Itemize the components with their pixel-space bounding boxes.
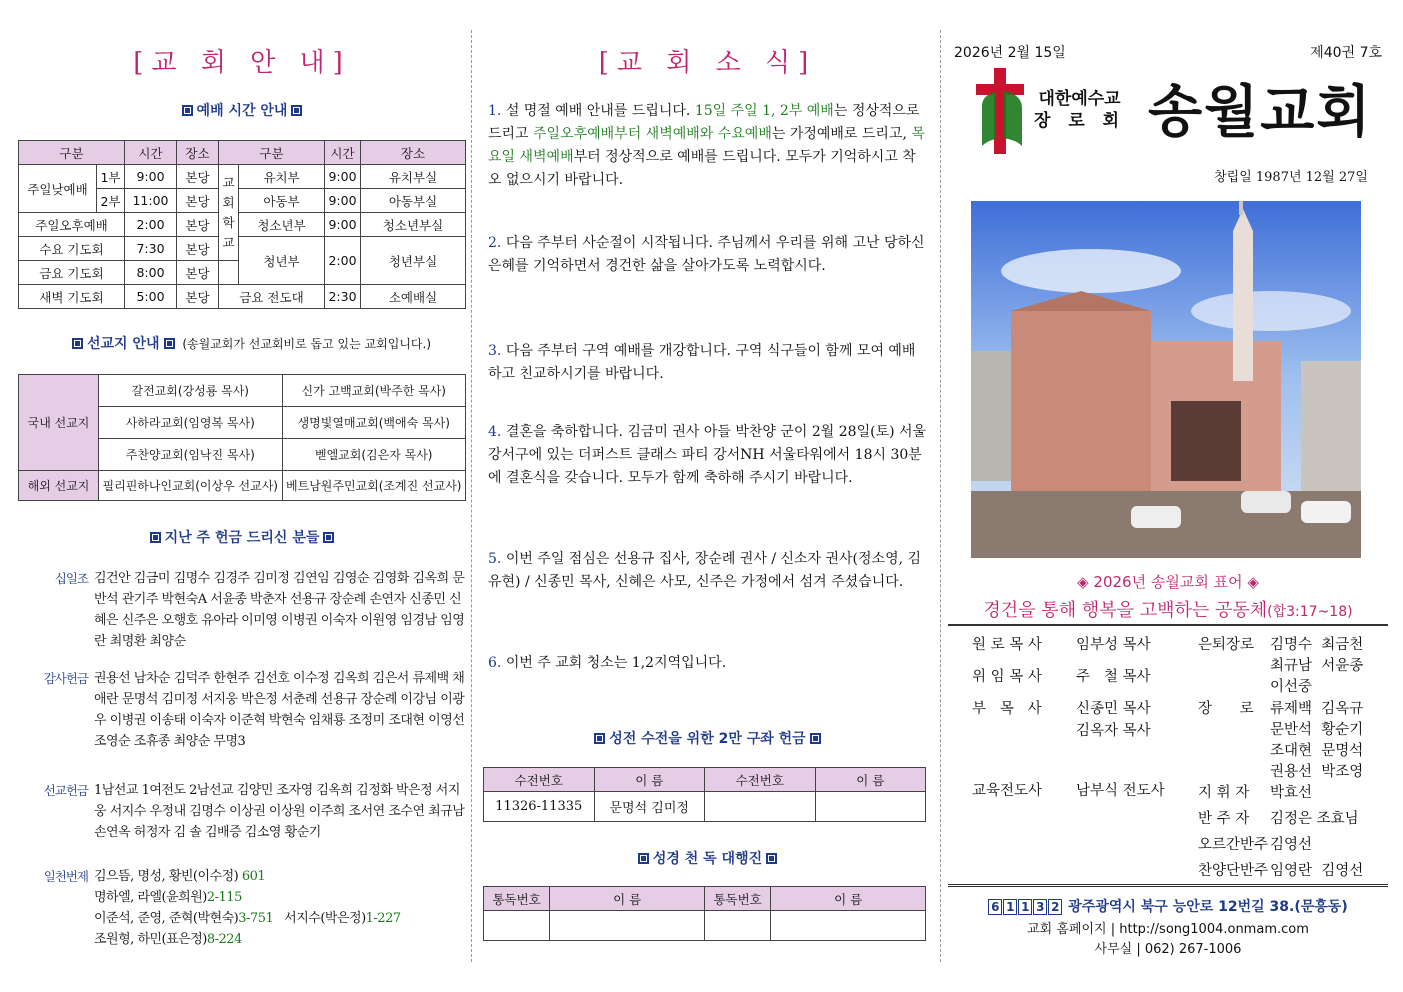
staff-entry: 이선중 — [1270, 679, 1313, 695]
news-highlight: 15일 주일 1, 2부 예배 — [694, 103, 834, 119]
offering-tithe — [18, 568, 466, 652]
table-cell: 주일오후예배 — [19, 213, 125, 237]
table-header: 장소 — [177, 141, 219, 165]
masthead-column — [948, 0, 1388, 992]
table-cell: 해외 선교지 — [19, 471, 99, 501]
table-cell: 본당 — [177, 285, 219, 309]
staff-entry: 찬양단반주 임영란 김영선 — [1198, 863, 1364, 879]
church-news-column — [480, 0, 935, 992]
news-number: 5. — [488, 551, 502, 567]
square-bullet-icon — [72, 338, 83, 349]
worship-times-table — [18, 140, 466, 309]
table-header: 통독번호 — [484, 887, 550, 911]
table-cell: 본당 — [177, 261, 219, 285]
table-header: 수전번호 — [705, 768, 816, 792]
bible-reading-table — [483, 886, 926, 941]
offering-thanks — [18, 668, 466, 752]
table-cell: 베트남원주민교회(조계진 선교사) — [282, 471, 466, 501]
table-header: 시간 — [325, 141, 361, 165]
news-text: 는 정상적으로 드리고 — [488, 103, 920, 142]
table-header: 장소 — [361, 141, 466, 165]
table-header: 구분 — [219, 141, 325, 165]
table-cell: 2:30 — [325, 285, 361, 309]
table-header: 이 름 — [594, 768, 705, 792]
news-text: 설 명절 예배 안내를 드립니다. — [505, 103, 695, 119]
address-line — [948, 896, 1388, 916]
square-bullet-icon — [594, 733, 605, 744]
square-bullet-icon — [810, 733, 821, 744]
table-cell: 신가 고백교회(박주한 목사) — [282, 375, 466, 407]
postal-digit: 2 — [1048, 899, 1062, 915]
offering-names: 김으뜸, 명성, 황빈(이수정) 601 명하엘, 라엘(윤희원)2-115 이준석, 준영, 준혁(박현숙)3-751 서지수(박은정)1-227 조원형, 하민(표은정)8-224 — [94, 869, 401, 947]
square-bullet-icon — [766, 853, 777, 864]
table-cell: 국내 선교지 — [19, 375, 99, 471]
church-cross-logo-icon — [972, 66, 1030, 156]
staff-entry: 위 임 목 사 주 철 목사 — [972, 669, 1151, 685]
table-cell: 아동부 — [239, 189, 325, 213]
news-number: 2. — [488, 235, 502, 251]
postal-digit: 3 — [1033, 899, 1047, 915]
staff-entry: 지 휘 자 박효선 — [1198, 785, 1313, 801]
table-cell: 금요 전도대 — [219, 285, 325, 309]
divider — [948, 624, 1388, 626]
table-header: 시간 — [125, 141, 177, 165]
church-building-photo — [971, 201, 1361, 558]
news-item — [488, 100, 928, 192]
news-text: 는 가정예배로 드리고, — [771, 126, 912, 142]
table-cell: 벧엘교회(김은자 목사) — [282, 439, 466, 471]
table-cell: 2부 — [97, 189, 125, 213]
table-header: 이 름 — [815, 768, 926, 792]
column-divider — [471, 30, 472, 962]
news-highlight: 주일오후예배부터 새벽예배와 수요예배 — [533, 126, 772, 142]
table-cell: 수요 기도회 — [19, 237, 125, 261]
offering-thousand — [18, 866, 466, 956]
address: 광주광역시 북구 능안로 12번길 38.(문흥동) — [1068, 899, 1348, 915]
table-cell — [815, 792, 926, 822]
staff-entry: 문반석 황순기 — [1270, 722, 1364, 738]
table-cell: 1부 — [97, 165, 125, 189]
table-cell: 생명빛열매교회(백애숙 목사) — [282, 407, 466, 439]
news-item — [488, 232, 928, 278]
table-cell: 8:00 — [125, 261, 177, 285]
homepage[interactable]: 교회 홈페이지 | http://song1004.onmam.com — [1027, 922, 1309, 937]
table-cell: 본당 — [177, 213, 219, 237]
news-number: 6. — [488, 655, 502, 671]
offering-title: 지난 주 헌금 드리신 분들 — [18, 527, 466, 547]
staff-entry: 최규남 서윤종 — [1270, 658, 1364, 674]
table-cell — [771, 911, 926, 941]
square-bullet-icon — [164, 338, 175, 349]
divider — [948, 884, 1388, 887]
staff-entry: 김옥자 목사 — [1076, 723, 1151, 739]
table-cell: 11:00 — [125, 189, 177, 213]
mission-table — [18, 374, 466, 501]
column-divider — [940, 30, 941, 962]
news-text: 이번 주일 점심은 선용규 집사, 장순례 권사 / 신소자 권사(정소영, 김유현) / 신종민 목사, 신혜은 사모, 신주은 가정에서 섬겨 주셨습니다. — [488, 551, 922, 590]
table-cell: 9:00 — [325, 213, 361, 237]
table-cell: 9:00 — [325, 165, 361, 189]
mission-title-row: 선교지 안내 (송월교회가 선교회비로 돕고 있는 교회입니다.) — [68, 333, 468, 353]
staff-entry: 부 목 사 신종민 목사 — [972, 701, 1151, 717]
news-highlight: 목요일 새벽예배 — [488, 126, 925, 165]
table-cell: 유치부 — [239, 165, 325, 189]
office-phone: 사무실 | 062) 267-1006 — [1094, 942, 1242, 957]
table-cell: 청소년부 — [239, 213, 325, 237]
staff-entry: 오르간반주 김영선 — [1198, 837, 1313, 853]
table-cell: 2:00 — [125, 213, 177, 237]
news-text: 다음 주부터 사순절이 시작됩니다. 주님께서 우리를 위해 고난 당하신 은혜를 기억하면서 경건한 삶을 살아가도록 노력합시다. — [488, 235, 925, 274]
table-cell — [705, 792, 816, 822]
news-number: 1. — [488, 103, 502, 119]
table-cell: 7:30 — [125, 237, 177, 261]
motto: 경건을 통해 행복을 고백하는 공동체(합3:17~18) — [983, 600, 1353, 621]
section-title: [교 회 안 내] — [133, 48, 351, 78]
offering-mission — [18, 780, 466, 843]
offering-names: 권용선 남차순 김덕주 한현주 김선호 이수정 김옥희 김은서 류제백 채애란 문명석 김미정 서지웅 박은정 서춘례 선용규 장순례 이강님 이광우 이병권 이송태 이숙자 이준혁 박현숙 임채룡 조정미 조대현 이영선 조영순 조휴종 최양순 무명3 — [94, 671, 465, 749]
table-cell: 2:00 — [325, 237, 361, 285]
table-cell: 본당 — [177, 189, 219, 213]
table-header: 이 름 — [771, 887, 926, 911]
issue-date: 2026년 2월 15일 — [954, 45, 1066, 61]
offering-names: 김건안 김금미 김명수 김경주 김미정 김연임 김영순 김영화 김옥희 문반석 관기주 박현숙A 서윤종 박춘자 선용규 장순례 손연자 신종민 신혜은 신주은 오행호 유아라 이미영 이병권 이숙자 이원영 임경남 임영란 최명환 최양순 — [94, 571, 465, 649]
news-item — [488, 421, 928, 490]
news-text: 부터 정상적으로 예배를 드립니다. 모두가 기억하시고 착오 없으시기 바랍니다. — [488, 149, 916, 188]
offering-names: 1남선교 1여전도 2남선교 김양민 조자영 김옥희 김정화 박은정 서지웅 서지수 우정내 김명수 이상권 이상원 이주희 조서연 조수연 최규남 손연옥 허정자 김 솔 김배증 김소영 황순기 — [94, 783, 465, 840]
table-cell: 9:00 — [125, 165, 177, 189]
table-cell: 청소년부실 — [361, 213, 466, 237]
bible-offering-table — [483, 767, 926, 822]
staff-entry: 은퇴장로 김명수 최금천 — [1198, 637, 1364, 653]
offering-label: 선교헌금 — [43, 783, 88, 798]
table-header: 이 름 — [550, 887, 705, 911]
news-item — [488, 652, 928, 675]
square-bullet-icon — [323, 532, 334, 543]
table-cell: 금요 기도회 — [19, 261, 125, 285]
section-title: [교 회 소 식] — [598, 48, 817, 78]
table-cell — [550, 911, 705, 941]
square-bullet-icon — [150, 532, 161, 543]
table-cell: 새벽 기도회 — [19, 285, 125, 309]
denomination: 대한예수교 장 로 회 — [1034, 89, 1126, 131]
bible-reading-title: 성경 천 독 대행진 — [480, 848, 935, 868]
news-text: 결혼을 축하합니다. 김금미 권사 아들 박찬양 군이 2월 28일(토) 서울 강서구에 있는 더퍼스트 클래스 파티 강서NH 서울타워에서 18시 30분에 결혼식을 갖습니다. 모두가 함께 축하해 주시기 바랍니다. — [488, 424, 927, 486]
square-bullet-icon — [638, 853, 649, 864]
table-cell — [484, 911, 550, 941]
news-number: 4. — [488, 424, 502, 440]
table-cell: 소예배실 — [361, 285, 466, 309]
table-cell: 갈전교회(강성룡 목사) — [99, 375, 283, 407]
offering-label: 십일조 — [54, 571, 88, 586]
table-cell: 필리핀하나인교회(이상우 선교사) — [99, 471, 283, 501]
table-cell: 9:00 — [325, 189, 361, 213]
postal-digit: 1 — [1003, 899, 1017, 915]
news-number: 3. — [488, 343, 502, 359]
table-cell: 본당 — [177, 165, 219, 189]
staff-entry: 원 로 목 사 임부성 목사 — [972, 637, 1151, 653]
table-cell: 주일낮예배 — [19, 165, 97, 213]
offering-label: 일천번제 — [43, 869, 88, 884]
staff-entry: 장 로 류제백 김옥규 — [1198, 701, 1364, 717]
table-cell: 사하라교회(임영복 목사) — [99, 407, 283, 439]
square-bullet-icon — [291, 105, 302, 116]
table-cell: 청년부 — [239, 237, 325, 285]
table-cell: 5:00 — [125, 285, 177, 309]
table-cell: 본당 — [177, 237, 219, 261]
news-item — [488, 340, 928, 386]
news-text: 이번 주 교회 청소는 1,2지역입니다. — [505, 655, 727, 671]
offering-label: 감사헌금 — [43, 671, 88, 686]
staff-entry: 권용선 박조영 — [1270, 764, 1364, 780]
postal-digit: 6 — [988, 899, 1002, 915]
news-text: 다음 주부터 구역 예배를 개강합니다. 구역 식구들이 함께 모여 예배하고 친교하시기를 바랍니다. — [488, 343, 916, 382]
mission-note: (송월교회가 선교회비로 돕고 있는 교회입니다.) — [182, 337, 432, 351]
founded-date: 창립일 1987년 12월 27일 — [1214, 170, 1368, 185]
staff-entry: 조대현 문명석 — [1270, 743, 1364, 759]
table-header: 구분 — [19, 141, 125, 165]
table-cell: 문명석 김미정 — [594, 792, 705, 822]
table-cell: 유치부실 — [361, 165, 466, 189]
bible-offering-title: 성전 수전을 위한 2만 구좌 헌금 — [480, 728, 935, 748]
postal-digit: 1 — [1018, 899, 1032, 915]
school-label-cell: 교 회 학 교 — [219, 165, 239, 261]
square-bullet-icon — [182, 105, 193, 116]
motto-title: ◈ 2026년 송월교회 표어 ◈ — [1077, 573, 1259, 591]
table-cell: 청년부실 — [361, 237, 466, 285]
table-cell — [704, 911, 770, 941]
church-name: 송월교회 — [1148, 80, 1373, 145]
issue-volume: 제40권 7호 — [1310, 45, 1382, 61]
news-item — [488, 548, 928, 594]
table-cell: 아동부실 — [361, 189, 466, 213]
table-header: 통독번호 — [704, 887, 770, 911]
table-cell: 11326-11335 — [484, 792, 595, 822]
church-info-column — [18, 0, 466, 992]
staff-entry: 반 주 자 김정은 조효님 — [1198, 811, 1359, 827]
table-cell: 주찬양교회(임낙진 목사) — [99, 439, 283, 471]
worship-times-title: 예배 시간 안내 — [18, 100, 466, 120]
table-header: 수전번호 — [484, 768, 595, 792]
staff-entry: 교육전도사 남부식 전도사 — [972, 783, 1165, 799]
